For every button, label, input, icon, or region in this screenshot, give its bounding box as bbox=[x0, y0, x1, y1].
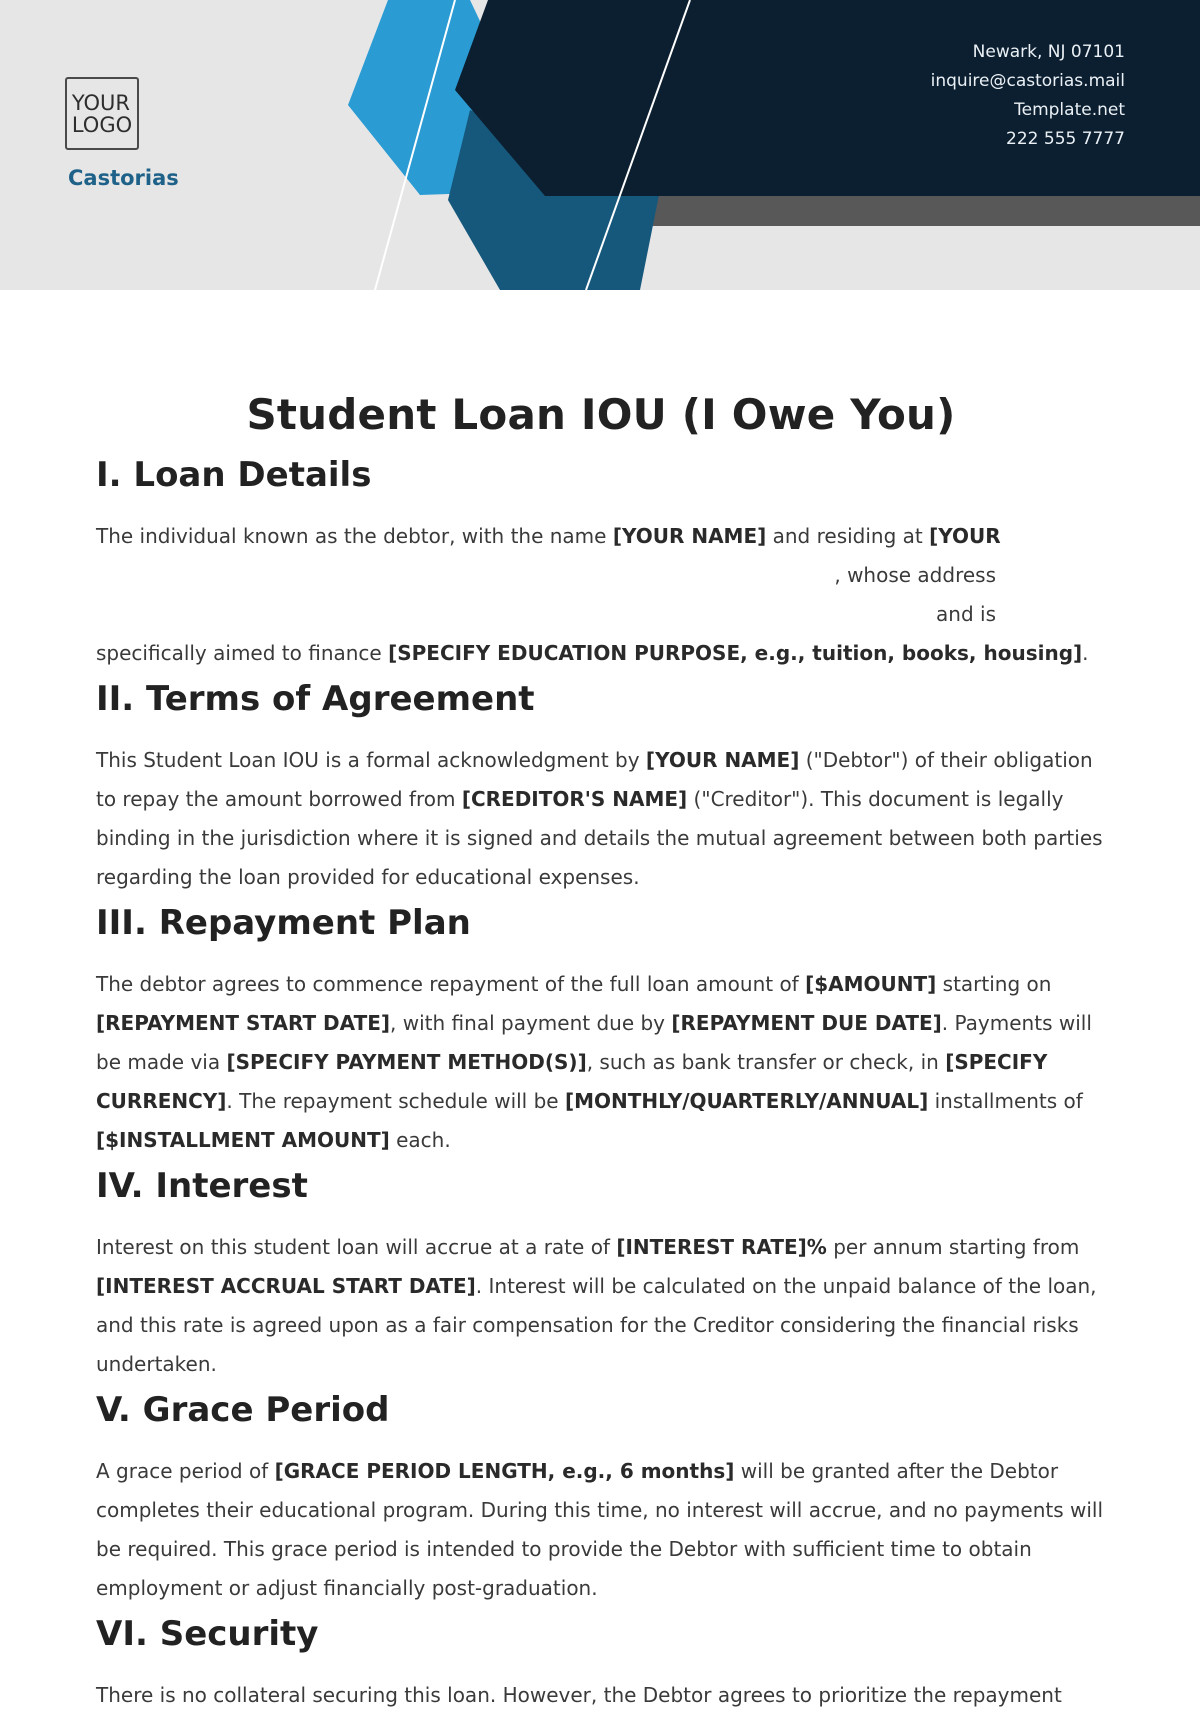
loan-details-paragraph bbox=[96, 517, 1106, 673]
text-run: ("Debtor") of their obligation to repay the amount borrowed from bbox=[96, 748, 1093, 811]
placeholder-education-purpose: [SPECIFY EDUCATION PURPOSE, e.g., tuition, books, housing] bbox=[388, 641, 1083, 665]
placeholder-your-name: [YOUR NAME] bbox=[645, 748, 800, 772]
text-run: ("Creditor"). This document is legally binding in the jurisdiction where it is signed and details the mutual agreement between both parties regarding the loan provided for educational expenses. bbox=[96, 787, 1103, 889]
text-run: The debtor agrees to commence repayment of the full loan amount of bbox=[96, 972, 806, 996]
text-run: , whose address bbox=[834, 563, 996, 587]
document-body bbox=[96, 390, 1106, 1721]
section-heading-grace-period: V. Grace Period bbox=[96, 1390, 390, 1430]
text-run: , such as bank transfer or check, in bbox=[586, 1050, 946, 1074]
gray-bar-shape bbox=[640, 196, 1200, 226]
section-heading-interest: IV. Interest bbox=[96, 1166, 308, 1206]
text-run: and is bbox=[936, 602, 996, 626]
placeholder-repayment-start-date: [REPAYMENT START DATE] bbox=[96, 1011, 391, 1035]
placeholder-schedule: [MONTHLY/QUARTERLY/ANNUAL] bbox=[564, 1089, 929, 1113]
text-run: specifically aimed to finance bbox=[96, 641, 389, 665]
text-run: . The repayment schedule will be bbox=[226, 1089, 565, 1113]
placeholder-installment-amount: [$INSTALLMENT AMOUNT] bbox=[96, 1128, 390, 1152]
header-band bbox=[0, 0, 1200, 290]
contact-phone: 222 555 7777 bbox=[1006, 129, 1125, 149]
placeholder-interest-start-date: [INTEREST ACCRUAL START DATE] bbox=[96, 1274, 476, 1298]
placeholder-your-address: [YOUR bbox=[929, 524, 1001, 548]
contact-website: Template.net bbox=[1014, 100, 1125, 120]
contact-address: Newark, NJ 07101 bbox=[972, 42, 1125, 62]
placeholder-creditor-name: [CREDITOR'S NAME] bbox=[461, 787, 688, 811]
document-title: Student Loan IOU (I Owe You) bbox=[246, 390, 956, 439]
grace-period-paragraph bbox=[96, 1452, 1106, 1608]
text-run: A grace period of bbox=[96, 1459, 275, 1483]
text-run: starting on bbox=[936, 972, 1052, 996]
placeholder-payment-method: [SPECIFY PAYMENT METHOD(S)] bbox=[226, 1050, 587, 1074]
text-run: per annum starting from bbox=[826, 1235, 1080, 1259]
placeholder-grace-period-length: [GRACE PERIOD LENGTH, e.g., 6 months] bbox=[274, 1459, 735, 1483]
text-run: will be granted after the Debtor completes their educational program. During this time, no interest will accrue, and no payments will be required. This grace period is intended to provide the Debtor with sufficient time to obtain employment or adjust financially post-graduation. bbox=[96, 1459, 1104, 1600]
contact-block bbox=[931, 38, 1125, 154]
section-heading-repayment: III. Repayment Plan bbox=[96, 903, 471, 943]
placeholder-currency: [SPECIFY CURRENCY] bbox=[96, 1050, 1048, 1113]
text-run: . bbox=[1082, 641, 1089, 665]
text-run: . Interest will be calculated on the unpaid balance of the loan, and this rate is agreed upon as a fair compensation for the Creditor considering the financial risks undertaken. bbox=[96, 1274, 1097, 1376]
text-run: and residing at bbox=[766, 524, 930, 548]
section-heading-terms: II. Terms of Agreement bbox=[96, 679, 535, 719]
logo-placeholder bbox=[65, 77, 139, 150]
text-run: each. bbox=[389, 1128, 451, 1152]
text-run: Interest on this student loan will accrue at a rate of bbox=[96, 1235, 617, 1259]
company-name: Castorias bbox=[68, 166, 179, 190]
text-run: , with final payment due by bbox=[390, 1011, 672, 1035]
text-line bbox=[96, 595, 1106, 634]
placeholder-repayment-due-date: [REPAYMENT DUE DATE] bbox=[671, 1011, 942, 1035]
placeholder-interest-rate: [INTEREST RATE]% bbox=[616, 1235, 827, 1259]
placeholder-your-name: [YOUR NAME] bbox=[612, 524, 767, 548]
text-run: The individual known as the debtor, with the name bbox=[96, 524, 613, 548]
interest-paragraph bbox=[96, 1228, 1106, 1384]
text-run: This Student Loan IOU is a formal acknowledgment by bbox=[96, 748, 646, 772]
text-run: installments of bbox=[928, 1089, 1083, 1113]
section-heading-security: VI. Security bbox=[96, 1614, 319, 1654]
terms-paragraph bbox=[96, 741, 1106, 897]
section-heading-loan-details: I. Loan Details bbox=[96, 455, 372, 495]
security-paragraph bbox=[96, 1676, 1106, 1715]
placeholder-amount: [$AMOUNT] bbox=[805, 972, 937, 996]
text-run: . Payments will be made via bbox=[96, 1011, 1092, 1074]
logo-text: YOUR LOGO bbox=[71, 90, 133, 137]
text-run: There is no collateral securing this loan. However, the Debtor agrees to prioritize the repayment bbox=[96, 1683, 1062, 1707]
repayment-paragraph bbox=[96, 965, 1106, 1160]
contact-email: inquire@castorias.mail bbox=[930, 71, 1125, 91]
text-line bbox=[96, 556, 1106, 595]
